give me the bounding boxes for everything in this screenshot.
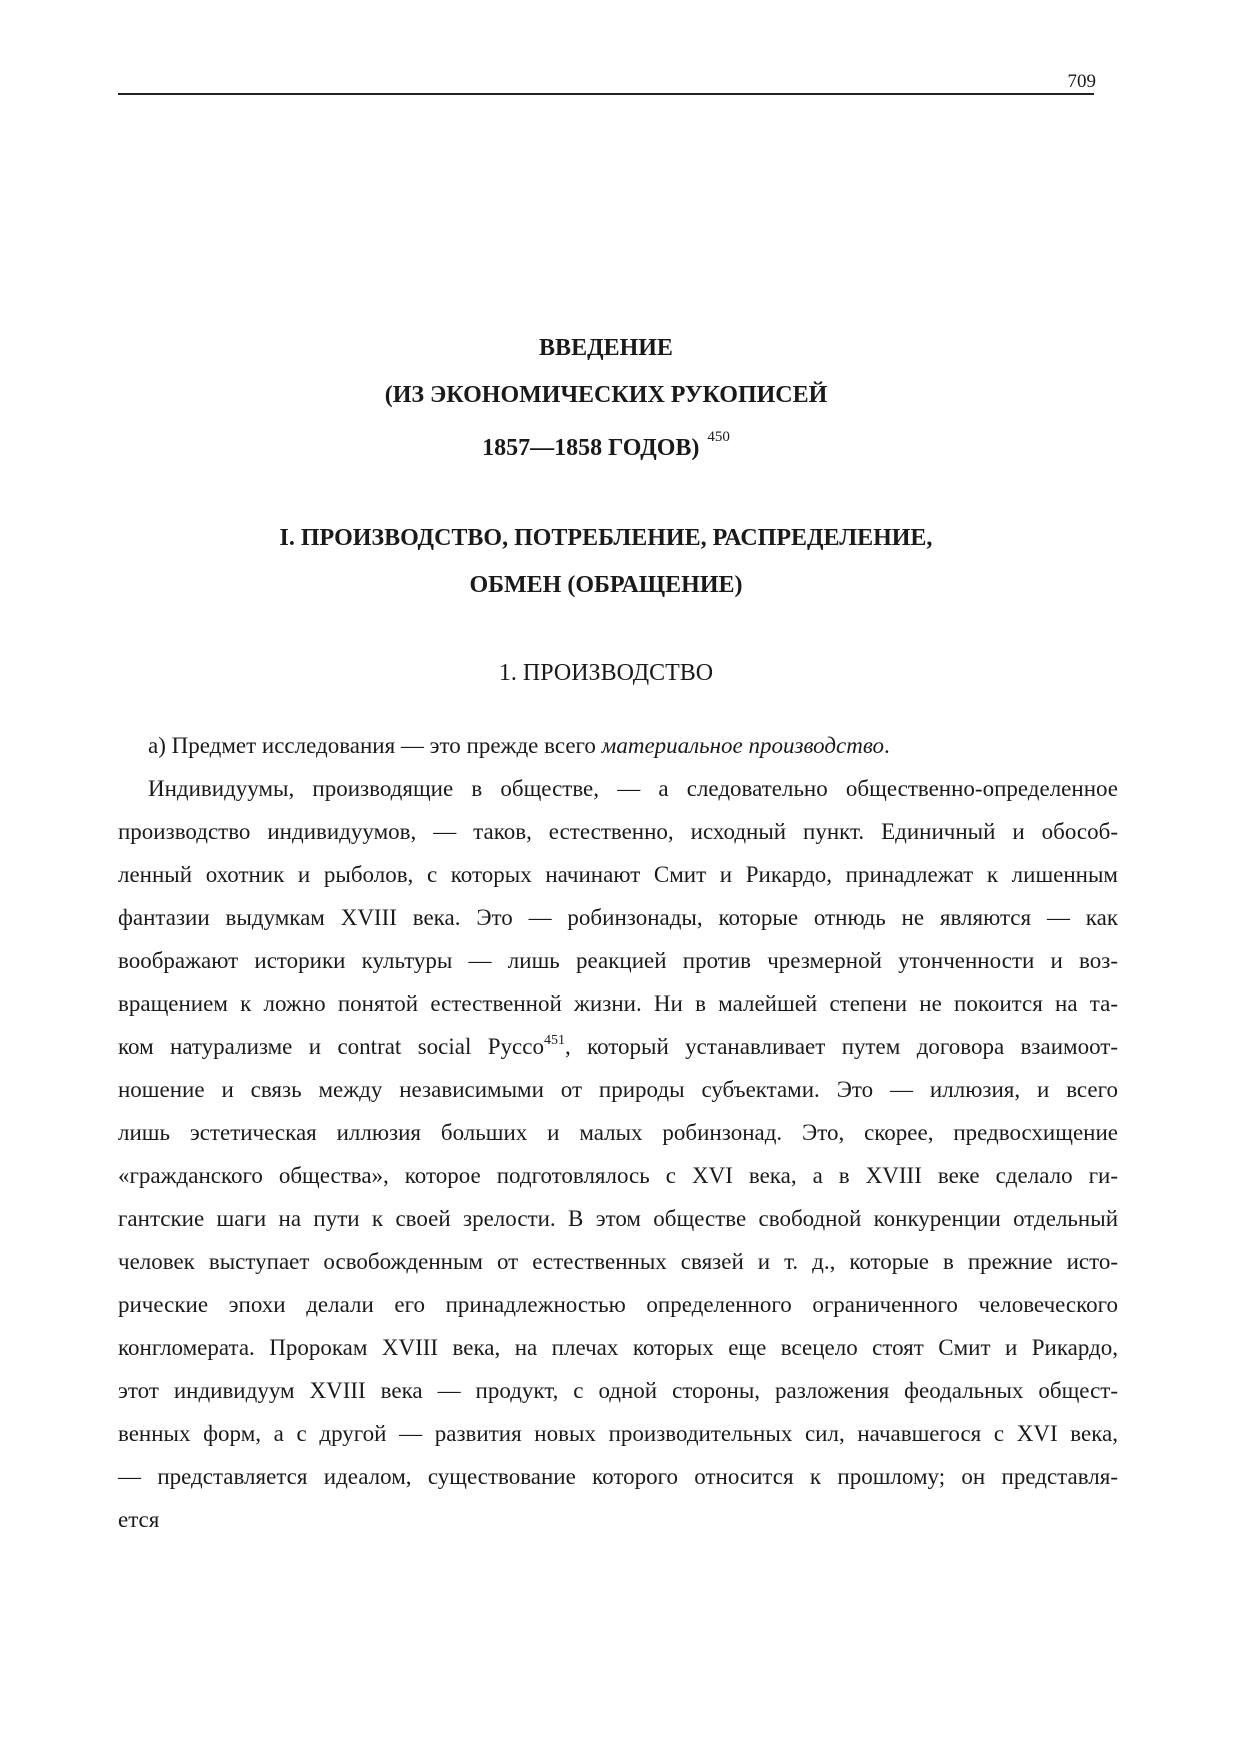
body-line: этот индивидуум XVIII века — продукт, с одной стороны, разложения феодальных общест- <box>118 1378 1118 1403</box>
section-heading-line-1 <box>118 525 1094 552</box>
body-line: рические эпохи делали его принадлежностью определенного ограниченного человеческого <box>118 1292 1118 1317</box>
subsection-heading: 1. ПРОИЗВОДСТВО <box>498 660 714 686</box>
section-heading-line-2 <box>118 572 1094 599</box>
body-line: воображают историки культуры — лишь реакцией против чрезмерной утонченности и воз- <box>118 948 1118 973</box>
title-line-1 <box>118 335 1094 362</box>
title-line-3 <box>118 429 1094 462</box>
header-rule <box>118 93 1094 95</box>
footnote-ref-451[interactable]: 451 <box>543 1033 565 1048</box>
title-text-3: 1857—1858 ГОДОВ) <box>482 435 700 461</box>
body-line: «гражданского общества», которое подготовлялось с XVI века, а в XVIII веке сделало ги- <box>118 1163 1118 1188</box>
section-text-2: ОБМЕН (ОБРАЩЕНИЕ) <box>469 572 743 598</box>
body-line: ленный охотник и рыболов, с которых начинают Смит и Рикардо, принадлежат к лишенным <box>118 862 1118 887</box>
title-text-2: (ИЗ ЭКОНОМИЧЕСКИХ РУКОПИСЕЙ <box>384 382 828 408</box>
paragraph-a-lead: а) Предмет исследования — это прежде всего <box>148 733 602 758</box>
body-line: фантазии выдумкам XVIII века. Это — робинзонады, которые отнюдь не являются — как <box>118 905 1118 930</box>
body-text <box>118 724 1118 1541</box>
body-line: вращением к ложно понятой естественной жизни. Ни в малейшей степени не покоится на та- <box>118 991 1118 1016</box>
section-text-1: I. ПРОИЗВОДСТВО, ПОТРЕБЛЕНИЕ, РАСПРЕДЕЛЕНИЕ, <box>279 525 933 551</box>
title-text-1: ВВЕДЕНИЕ <box>539 335 673 361</box>
body-line: производство индивидуумов, — таков, естественно, исходный пункт. Единичный и обособ- <box>118 819 1118 844</box>
paragraph-a-emphasis: материальное производство <box>601 733 885 758</box>
body-line: гантские шаги на пути к своей зрелости. В этом обществе свободной конкуренции отдельный <box>118 1206 1118 1231</box>
title-line-2 <box>118 382 1094 409</box>
body-line-after-note: , который устанавливает путем договора взаимоот- <box>564 1034 1118 1059</box>
body-line-last: ется <box>118 1507 160 1532</box>
body-line: ношение и связь между независимыми от природы субъектами. Это — иллюзия, и всего <box>118 1077 1118 1102</box>
body-line-before-note: ком натурализме и contrat social Руссо <box>118 1034 544 1059</box>
body-line-with-footnote <box>118 1025 1118 1068</box>
paragraph-a <box>118 724 1118 767</box>
page-number: 709 <box>1067 71 1096 92</box>
body-line: человек выступает освобожденным от естественных связей и т. д., которые в прежние исто- <box>118 1249 1118 1274</box>
body-line: конгломерата. Пророкам XVIII века, на плечах которых еще всецело стоят Смит и Рикардо, <box>118 1335 1118 1360</box>
body-line: Индивидуумы, производящие в обществе, — а следовательно общественно-определенное <box>148 776 1118 801</box>
body-line: лишь эстетическая иллюзия больших и малых робинзонад. Это, скорее, предвосхищение <box>118 1120 1118 1145</box>
paragraph-a-end: . <box>884 733 890 758</box>
body-line: — представляется идеалом, существование которого относится к прошлому; он представля- <box>118 1464 1118 1489</box>
title-footnote-ref[interactable]: 450 <box>707 429 730 445</box>
body-line: венных форм, а с другой — развития новых производительных сил, начавшегося с XVI века, <box>118 1421 1118 1446</box>
